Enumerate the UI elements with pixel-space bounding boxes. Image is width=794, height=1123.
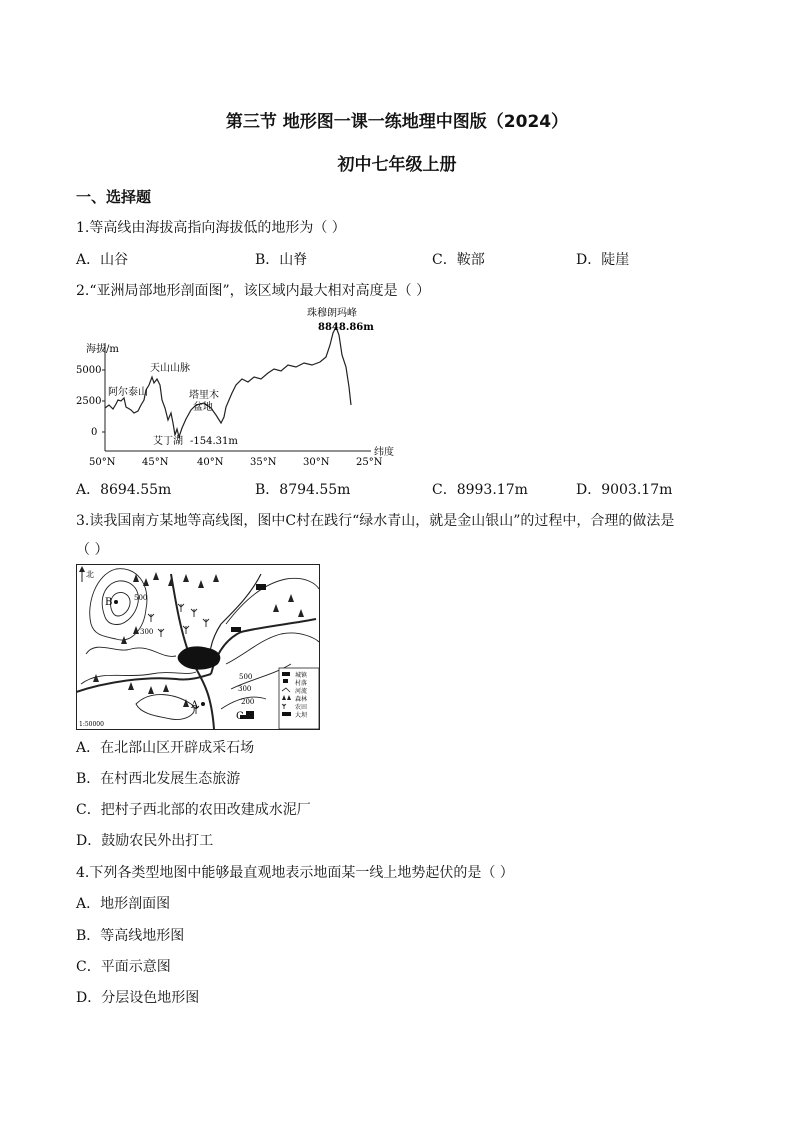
legend-farmland: 农田 xyxy=(295,704,308,711)
question-3-stem-cont: （ ） xyxy=(76,542,109,558)
point-a-label: A xyxy=(191,700,199,711)
contour-500-a: 500 xyxy=(134,594,148,602)
q2-option-b: B．8794.55m xyxy=(255,482,351,498)
contour-300-a: 300 xyxy=(140,628,154,636)
tianshan-label: 天山山脉 xyxy=(150,363,190,374)
question-3-stem: 3.读我国南方某地等高线图，图中C村在践行“绿水青山，就是金山银山”的过程中，合理的做法是 xyxy=(76,513,675,529)
point-b-label: B xyxy=(105,597,113,608)
q3-option-d: D．鼓励农民外出打工 xyxy=(76,833,214,849)
profile-line xyxy=(105,327,351,437)
q1-option-b: B．山脊 xyxy=(255,252,308,268)
page-subtitle: 初中七年级上册 xyxy=(337,155,457,175)
legend-forest: 森林 xyxy=(295,696,308,703)
y-tick-5000: 5000 xyxy=(76,365,102,376)
question-4-stem: 4.下列各类型地图中能够最直观地表示地面某一线上地势起伏的是（ ） xyxy=(76,865,514,881)
q4-option-a: A．地形剖面图 xyxy=(76,896,171,912)
q3-option-b: B．在村西北发展生态旅游 xyxy=(76,771,241,787)
q3-option-a: A．在北部山区开辟成采石场 xyxy=(76,740,255,756)
contour-200: 200 xyxy=(241,698,255,706)
aiding-depth-label: -154.31m xyxy=(190,436,238,447)
peak-height-label: 8848.86m xyxy=(318,322,374,333)
x-tick-25n: 25°N xyxy=(356,457,383,468)
y-axis-label: 海拔/m xyxy=(86,344,119,355)
page-title: 第三节 地形图一课一练地理中图版（2024） xyxy=(225,112,569,132)
x-tick-30n: 30°N xyxy=(303,457,330,468)
question-2-stem: 2.“亚洲局部地形剖面图”，该区域内最大相对高度是（ ） xyxy=(76,283,431,299)
q3-option-c: C．把村子西北部的农田改建成水泥厂 xyxy=(76,802,311,818)
q2-option-c: C．8993.17m xyxy=(432,482,528,498)
point-c-label: C xyxy=(236,711,244,722)
legend-river: 河流 xyxy=(295,688,308,695)
map-legend xyxy=(279,668,319,729)
question-1-stem: 1.等高线由海拔高指向海拔低的地形为（ ） xyxy=(76,220,346,236)
legend-village: 村落 xyxy=(295,680,308,687)
contour-500-b: 500 xyxy=(239,673,253,681)
section-heading: 一、选择题 xyxy=(76,188,152,206)
map-scale: 1:50000 xyxy=(79,721,104,728)
y-tick-0: 0 xyxy=(91,427,98,438)
x-tick-45n: 45°N xyxy=(142,457,169,468)
altai-label: 阿尔泰山 xyxy=(108,387,148,398)
tarim-label-2: 盆地 xyxy=(193,402,213,413)
q4-option-d: D．分层设色地形图 xyxy=(76,990,200,1006)
y-tick-2500: 2500 xyxy=(76,396,102,407)
contour-300-b: 300 xyxy=(238,685,252,693)
north-label: 北 xyxy=(86,570,94,579)
peak-name-label: 珠穆朗玛峰 xyxy=(307,308,357,319)
tarim-label-1: 塔里木 xyxy=(189,390,219,401)
q1-option-c: C．鞍部 xyxy=(432,252,485,268)
q1-option-a: A．山谷 xyxy=(76,252,129,268)
q4-option-c: C．平面示意图 xyxy=(76,959,171,975)
contour-map-figure xyxy=(76,564,320,730)
q2-option-a: A．8694.55m xyxy=(76,482,172,498)
x-tick-40n: 40°N xyxy=(197,457,224,468)
x-tick-35n: 35°N xyxy=(250,457,277,468)
legend-town: 城镇 xyxy=(295,672,308,679)
aiding-lake-label: 艾丁湖 xyxy=(153,436,183,447)
x-tick-50n: 50°N xyxy=(89,457,116,468)
q1-option-d: D．陡崖 xyxy=(576,252,630,268)
q4-option-b: B．等高线地形图 xyxy=(76,928,185,944)
q2-option-d: D．9003.17m xyxy=(576,482,673,498)
x-axis-label: 纬度 xyxy=(374,447,394,458)
terrain-profile-figure xyxy=(76,305,406,470)
legend-dam: 大坝 xyxy=(295,712,308,719)
